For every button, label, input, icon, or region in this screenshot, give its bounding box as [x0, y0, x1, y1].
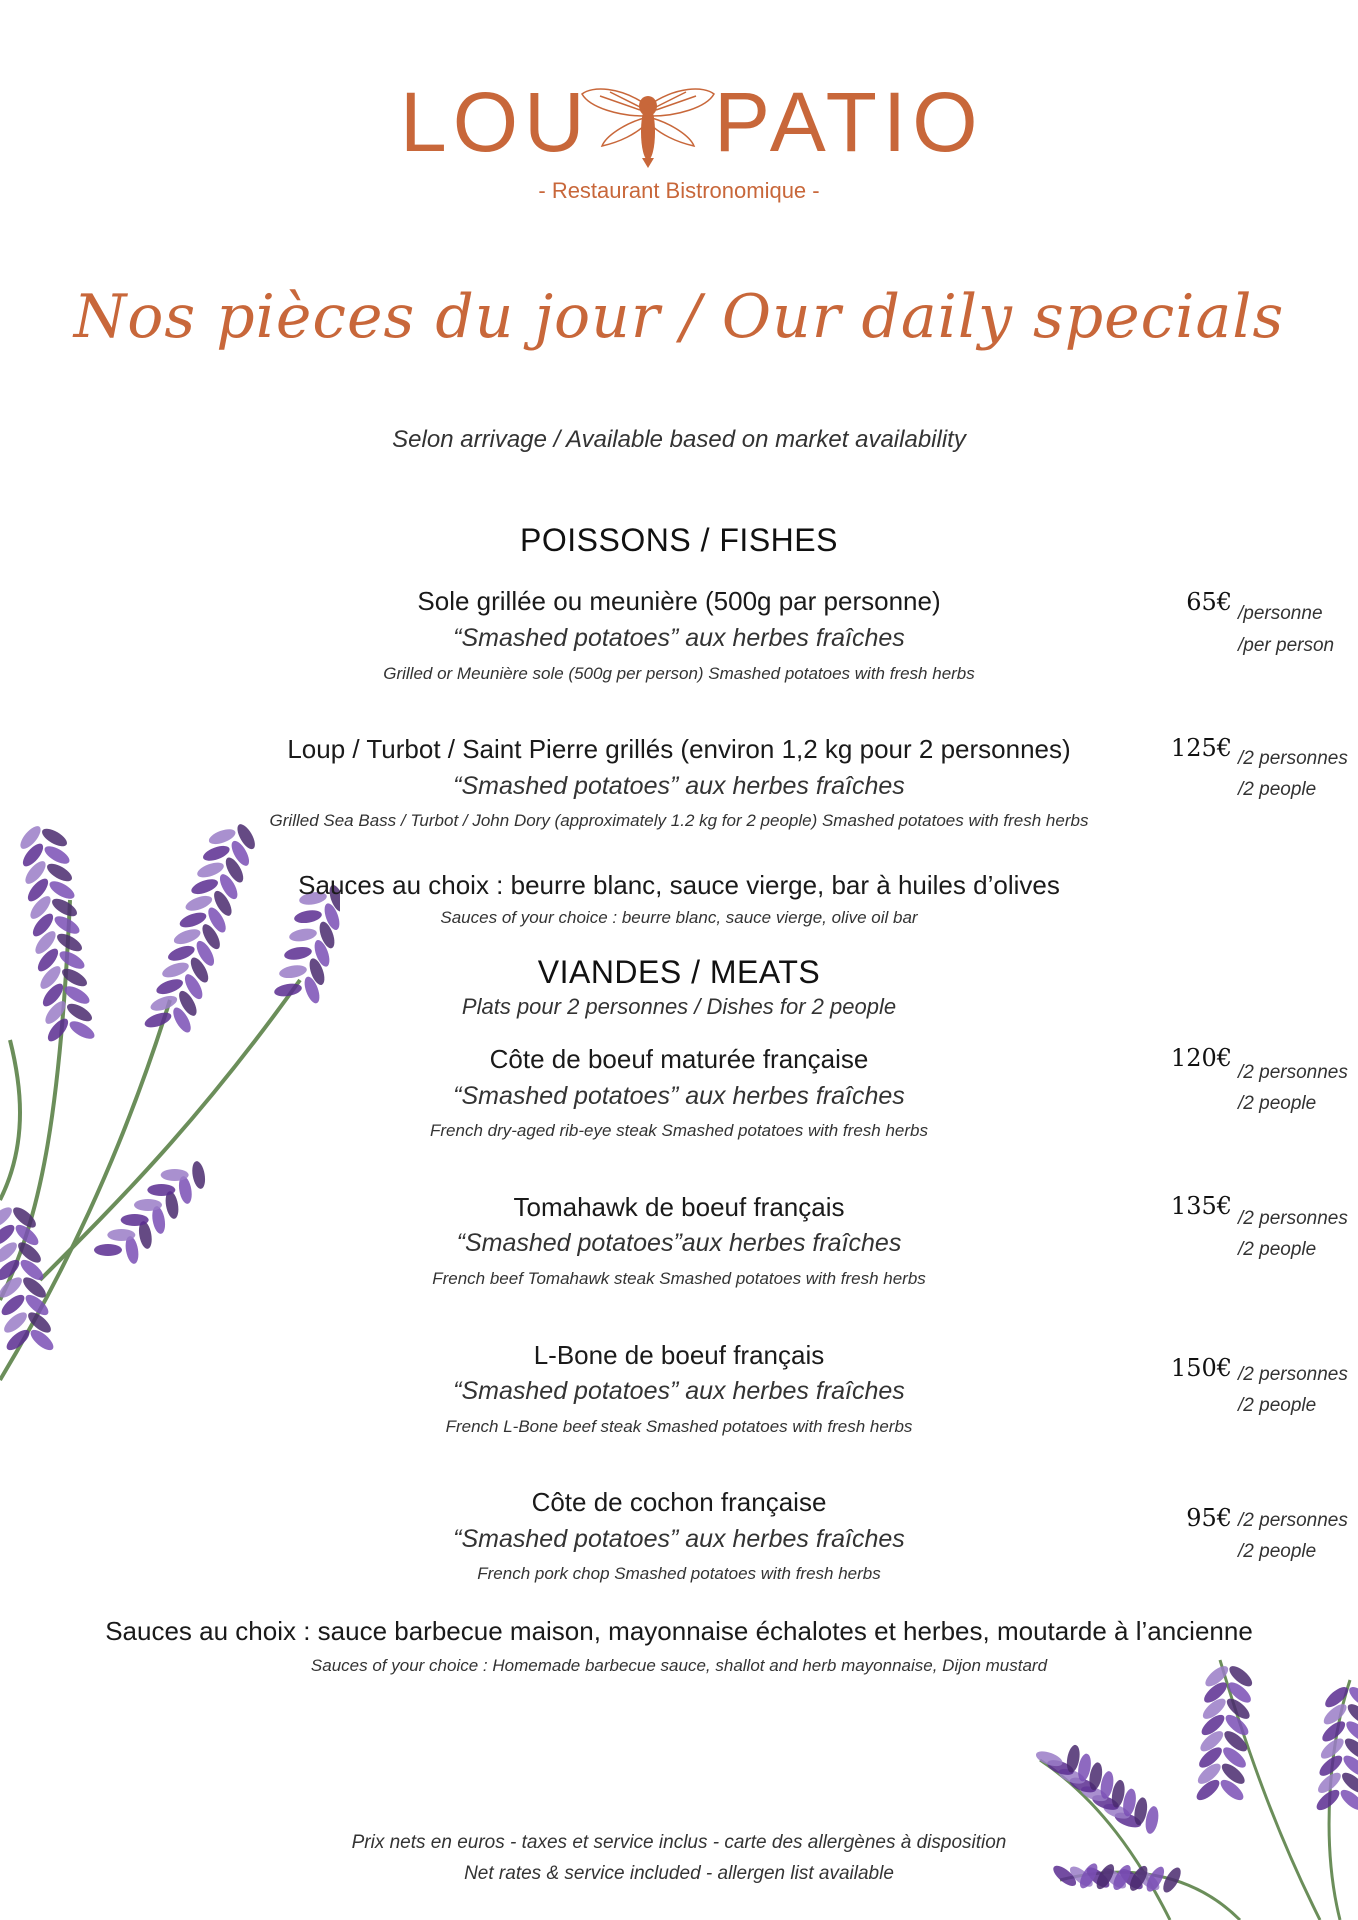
logo-word-left: LOU — [400, 75, 591, 169]
dish-price: 150€ — [1170, 1354, 1232, 1382]
dish-name: Côte de cochon française — [531, 1487, 827, 1517]
price-unit-fr: /2 personnes — [1238, 1364, 1348, 1385]
price-unit-fr: /2 personnes — [1238, 1208, 1348, 1229]
section-subheading-meats: Plats pour 2 personnes / Dishes for 2 people — [461, 994, 897, 1019]
page-title: Nos pièces du jour / Our daily specials — [73, 282, 1285, 352]
dish-price: 125€ — [1170, 734, 1232, 762]
lavender-petal — [42, 843, 72, 867]
dish-side: “Smashed potatoes” aux herbes fraîches — [453, 1082, 905, 1110]
meat-sauces-en: Sauces of your choice : Homemade barbecue sauce, shallot and herb mayonnaise, Dijon mustard — [310, 1656, 1048, 1675]
meat-sauces: Sauces au choix : sauce barbecue maison, mayonnaise échalotes et herbes, moutarde à l’ancienne — [105, 1616, 1253, 1646]
price-unit-en: /2 people — [1238, 1395, 1317, 1416]
lavender-petal — [161, 1169, 189, 1181]
lavender-petal — [190, 1160, 207, 1190]
dish-name: Côte de boeuf maturée française — [489, 1044, 869, 1074]
dish-description-en: French L-Bone beef steak Smashed potatoes with fresh herbs — [445, 1417, 913, 1436]
lavender-petals — [1034, 1663, 1358, 1895]
dish-side: “Smashed potatoes” aux herbes fraîches — [453, 772, 905, 800]
price-unit-en: /2 people — [1238, 779, 1317, 800]
dish-description-en: French beef Tomahawk steak Smashed potatoes with fresh herbs — [432, 1269, 926, 1288]
lavender-petal — [288, 927, 318, 944]
dish-description-en: Grilled or Meunière sole (500g per person) Smashed potatoes with fresh herbs — [383, 664, 975, 683]
lavender-petal — [67, 1018, 97, 1042]
dish-side: “Smashed potatoes” aux herbes fraîches — [453, 1525, 905, 1553]
price-unit-en: /2 people — [1238, 1541, 1317, 1562]
dish-price: 135€ — [1170, 1192, 1232, 1220]
fish-sauces-en: Sauces of your choice : beurre blanc, sauce vierge, olive oil bar — [440, 908, 918, 927]
page-subtitle: Selon arrivage / Available based on market availability — [392, 426, 966, 453]
price-unit-fr: /personne — [1238, 603, 1323, 624]
price-unit-en: /2 people — [1238, 1093, 1317, 1114]
price-unit-fr: /2 personnes — [1238, 1062, 1348, 1083]
tagline: - Restaurant Bistronomique - — [538, 178, 820, 203]
dish-name: Tomahawk de boeuf français — [513, 1192, 845, 1222]
footer-line-fr: Prix nets en euros - taxes et service inclus - carte des allergènes à disposition — [351, 1832, 1007, 1853]
cicada-icon — [580, 76, 716, 170]
logo-word-right: PATIO — [714, 75, 984, 169]
dish-name: Sole grillée ou meunière (500g par personne) — [417, 586, 941, 616]
price-unit-fr: /2 personnes — [1238, 1510, 1348, 1531]
dish-description-en: French dry-aged rib-eye steak Smashed potatoes with fresh herbs — [430, 1121, 928, 1140]
fish-sauces: Sauces au choix : beurre blanc, sauce vierge, bar à huiles d’olives — [298, 870, 1060, 900]
dish-price: 65€ — [1186, 588, 1232, 616]
dish-price: 120€ — [1170, 1044, 1232, 1072]
footer-line-en: Net rates & service included - allergen list available — [464, 1863, 894, 1884]
dish-side: “Smashed potatoes” aux herbes fraîches — [453, 1377, 905, 1405]
price-unit-fr: /2 personnes — [1238, 748, 1348, 769]
dish-side: “Smashed potatoes”aux herbes fraîches — [456, 1229, 902, 1257]
price-unit-en: /2 people — [1238, 1239, 1317, 1260]
section-heading-fish: POISSONS / FISHES — [520, 522, 838, 558]
price-unit-en: /per person — [1238, 635, 1335, 656]
dish-name: Loup / Turbot / Saint Pierre grillés (environ 1,2 kg pour 2 personnes) — [287, 734, 1071, 764]
dish-description-en: Grilled Sea Bass / Turbot / John Dory (approximately 1.2 kg for 2 people) Smashed potatoes with fresh herbs — [269, 811, 1089, 830]
dish-price: 95€ — [1186, 1504, 1232, 1532]
dish-side: “Smashed potatoes” aux herbes fraîches — [453, 624, 905, 652]
dish-description-en: French pork chop Smashed potatoes with fresh herbs — [477, 1564, 881, 1583]
section-heading-meats: VIANDES / MEATS — [537, 954, 821, 990]
dish-name: L-Bone de boeuf français — [533, 1340, 825, 1370]
